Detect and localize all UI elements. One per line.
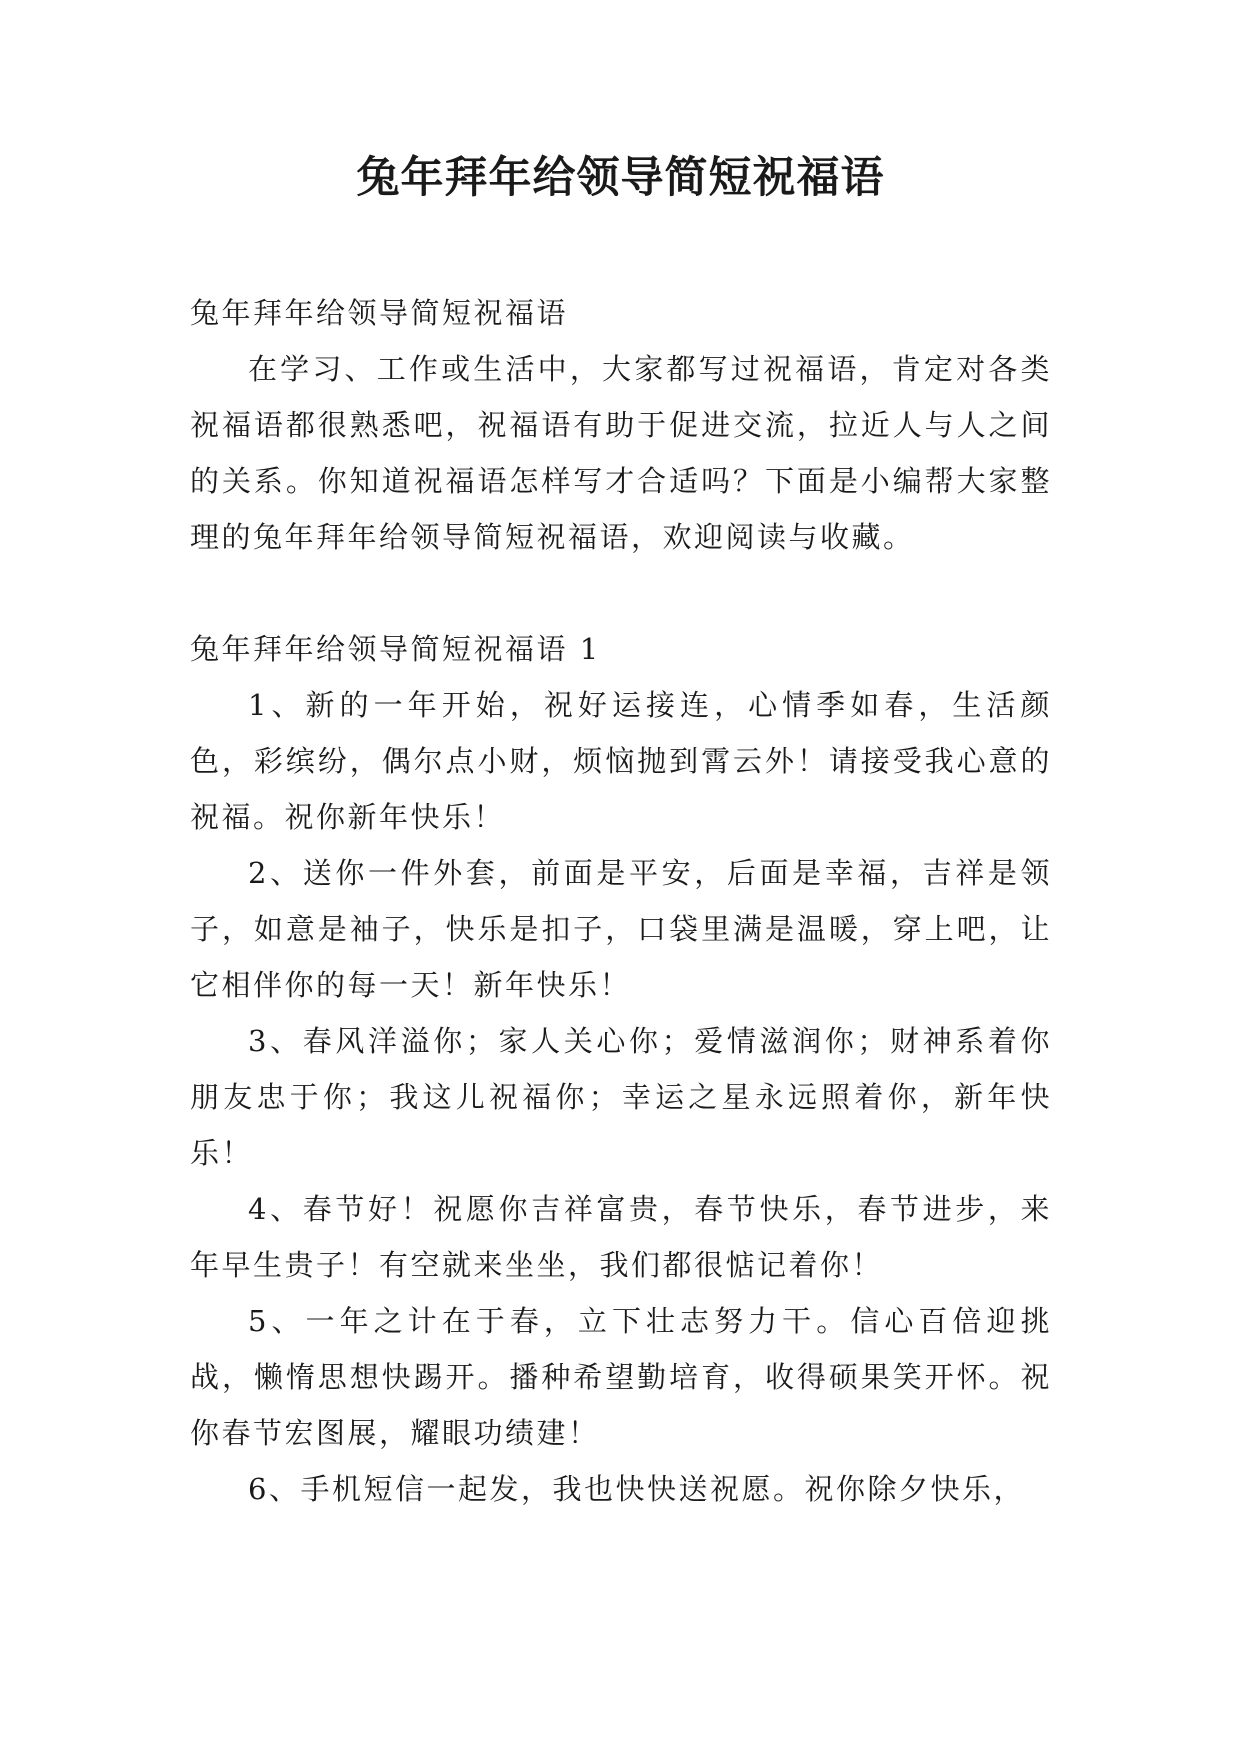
list-item: 2、送你一件外套，前面是平安，后面是幸福，吉祥是领子，如意是袖子，快乐是扣子，口袋里满是温暖，穿上吧，让它相伴你的每一天！新年快乐！ (190, 856, 1052, 1002)
list-item: 6、手机短信一起发，我也快快送祝愿。祝你除夕快乐， (248, 1472, 1025, 1506)
paragraph-spacer (190, 565, 1052, 621)
document-subtitle: 兔年拜年给领导简短祝福语 (190, 296, 569, 330)
list-item: 4、春节好！祝愿你吉祥富贵，春节快乐，春节进步，来年早生贵子！有空就来坐坐，我们都很惦记着你！ (190, 1192, 1052, 1282)
intro-paragraph: 在学习、工作或生活中，大家都写过祝福语，肯定对各类祝福语都很熟悉吧，祝福语有助于促进交流，拉近人与人之间的关系。你知道祝福语怎样写才合适吗？下面是小编帮大家整理的兔年拜年给领导简短祝福语，欢迎阅读与收藏。 (190, 352, 1052, 554)
document-body (190, 285, 1052, 1517)
list-item: 3、春风洋溢你；家人关心你；爱情滋润你；财神系着你朋友忠于你；我这儿祝福你；幸运之星永远照着你，新年快乐！ (190, 1024, 1052, 1170)
section-heading: 兔年拜年给领导简短祝福语 1 (190, 632, 601, 666)
list-item: 1、新的一年开始，祝好运接连，心情季如春，生活颜色，彩缤纷，偶尔点小财，烦恼抛到霄云外！请接受我心意的祝福。祝你新年快乐！ (190, 688, 1052, 834)
list-item: 5、一年之计在于春，立下壮志努力干。信心百倍迎挑战，懒惰思想快踢开。播种希望勤培育，收得硕果笑开怀。祝你春节宏图展，耀眼功绩建！ (190, 1304, 1052, 1450)
document-title: 兔年拜年给领导简短祝福语 (356, 153, 885, 203)
